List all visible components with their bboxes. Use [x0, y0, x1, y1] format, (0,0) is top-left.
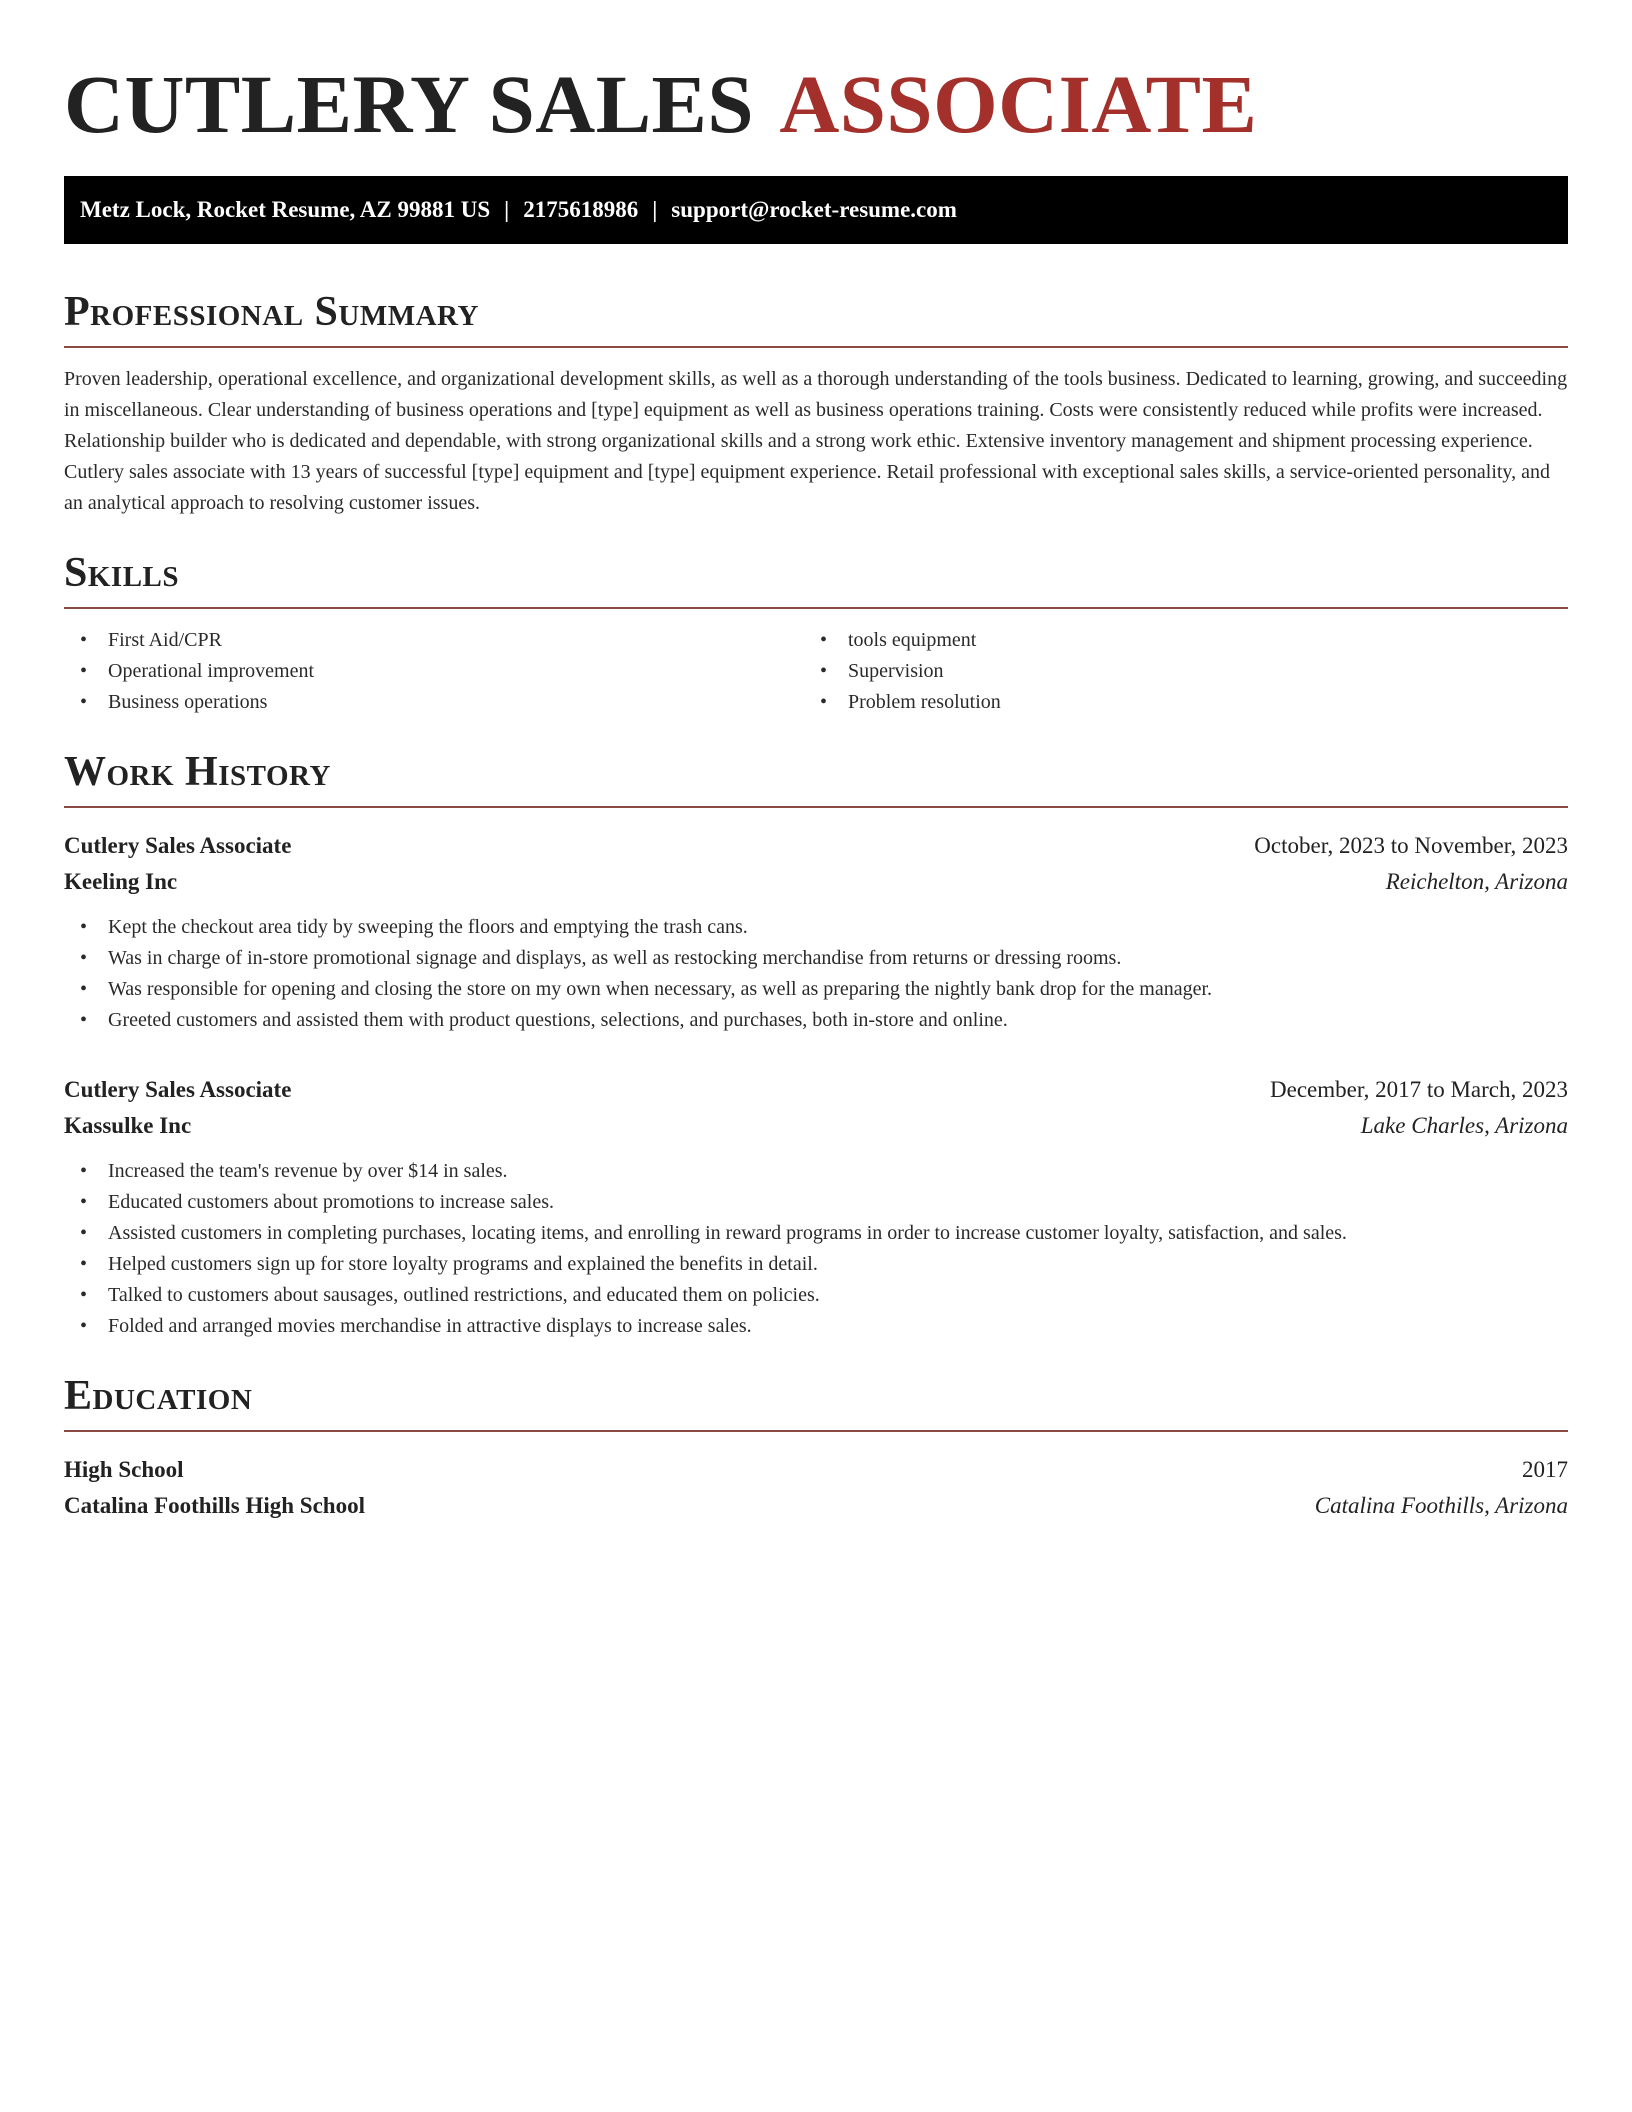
education-school: Catalina Foothills High School: [64, 1493, 365, 1518]
title-first-part: CUTLERY SALES: [64, 58, 755, 150]
job-bullet: [64, 1187, 1568, 1218]
skills-heading: Skills: [64, 550, 180, 596]
bullet-icon: •: [80, 947, 88, 969]
resume-title: [64, 0, 1568, 152]
skills-grid: [64, 625, 1568, 718]
bullet-icon: •: [80, 691, 88, 713]
skill-item: [64, 625, 804, 656]
contact-address: Metz Lock, Rocket Resume, AZ 99881 US: [80, 197, 491, 222]
job-title-row: [64, 828, 1568, 864]
summary-text: Proven leadership, operational excellence, and organizational development skills, as well as a thorough understanding of the tools business. Dedicated to learning, growing, and succeeding in miscellaneous. Clear understanding of business operations and [type] equipment as well as business operations training. Costs were consistently reduced while profits were increased. Relationship builder who is dedicated and dependable, with strong organizational skills and a strong work ethic. Extensive inventory management and shipment processing experience. Cutlery sales associate with 13 years of successful [type] equipment and [type] equipment experience. Retail professional with exceptional sales skills, a service-oriented personality, and an analytical approach to resolving customer issues.: [64, 368, 1568, 514]
job-company: Keeling Inc: [64, 869, 178, 894]
education-school-row: [64, 1488, 1568, 1524]
job-bullet-text: Educated customers about promotions to increase sales.: [108, 1191, 554, 1213]
education-year: 2017: [1522, 1457, 1568, 1482]
job-dates: October, 2023 to November, 2023: [1254, 833, 1568, 858]
job-bullet: [64, 1280, 1568, 1311]
job-title-row: [64, 1072, 1568, 1108]
job-bullets: [64, 1156, 1568, 1342]
education-location: Catalina Foothills, Arizona: [1314, 1493, 1568, 1518]
skill-item: [64, 687, 804, 718]
job-title: Cutlery Sales Associate: [64, 1077, 292, 1102]
job-company-row: [64, 1108, 1568, 1144]
bullet-icon: •: [80, 1160, 88, 1182]
skill-label: Problem resolution: [848, 691, 1001, 713]
job-bullet-text: Talked to customers about sausages, outlined restrictions, and educated them on policies.: [108, 1284, 820, 1306]
skills-column-left: [64, 625, 804, 718]
section-divider: [64, 346, 1568, 348]
skill-label: Operational improvement: [108, 660, 315, 682]
summary-heading: Professional Summary: [64, 289, 479, 335]
skill-item: [804, 625, 1544, 656]
title-accent-part: ASSOCIATE: [779, 58, 1258, 150]
bullet-icon: •: [80, 1253, 88, 1275]
job-bullet-text: Increased the team's revenue by over $14 in sales.: [108, 1160, 508, 1182]
contact-separator: |: [652, 197, 658, 222]
job-bullet-text: Kept the checkout area tidy by sweeping the floors and emptying the trash cans.: [108, 916, 748, 938]
bullet-icon: •: [820, 629, 828, 651]
contact-phone: 2175618986: [523, 197, 639, 222]
education-entry: [64, 1452, 1568, 1524]
job-bullet: [64, 974, 1568, 1005]
contact-email: support@rocket-resume.com: [671, 197, 957, 222]
skill-item: [804, 656, 1544, 687]
bullet-icon: •: [80, 629, 88, 651]
bullet-icon: •: [820, 691, 828, 713]
job-bullet: [64, 1311, 1568, 1342]
job-bullet-text: Helped customers sign up for store loyalty programs and explained the benefits in detail.: [108, 1253, 818, 1275]
job-bullet: [64, 1218, 1568, 1249]
job-bullet: [64, 943, 1568, 974]
bullet-icon: •: [80, 1222, 88, 1244]
education-heading: Education: [64, 1373, 253, 1419]
skill-label: Supervision: [848, 660, 944, 682]
job-company: Kassulke Inc: [64, 1113, 192, 1138]
job-bullet: [64, 1005, 1568, 1036]
job-bullets: [64, 912, 1568, 1036]
education-degree: High School: [64, 1457, 184, 1482]
summary-section: [64, 286, 1568, 519]
job-bullet: [64, 912, 1568, 943]
job-bullet: [64, 1249, 1568, 1280]
skill-item: [804, 687, 1544, 718]
skill-label: tools equipment: [848, 629, 977, 651]
education-degree-row: [64, 1452, 1568, 1488]
bullet-icon: •: [80, 1315, 88, 1337]
job-location: Lake Charles, Arizona: [1360, 1113, 1568, 1138]
bullet-icon: •: [80, 1284, 88, 1306]
job-entry: [64, 1072, 1568, 1342]
section-divider: [64, 1430, 1568, 1432]
job-title: Cutlery Sales Associate: [64, 833, 292, 858]
bullet-icon: •: [80, 978, 88, 1000]
skills-section: [64, 547, 1568, 718]
job-company-row: [64, 864, 1568, 900]
job-location: Reichelton, Arizona: [1385, 869, 1568, 894]
skill-item: [64, 656, 804, 687]
skill-label: Business operations: [108, 691, 268, 713]
contact-separator: |: [504, 197, 510, 222]
contact-bar: [64, 176, 1568, 244]
bullet-icon: •: [80, 1009, 88, 1031]
job-bullet-text: Was responsible for opening and closing the store on my own when necessary, as well as preparing the nightly bank drop for the manager.: [108, 978, 1213, 1000]
bullet-icon: •: [820, 660, 828, 682]
job-bullet-text: Assisted customers in completing purchases, locating items, and enrolling in reward programs in order to increase customer loyalty, satisfaction, and sales.: [108, 1222, 1347, 1244]
education-section: [64, 1370, 1568, 1524]
job-dates: December, 2017 to March, 2023: [1270, 1077, 1568, 1102]
job-bullet: [64, 1156, 1568, 1187]
section-divider: [64, 806, 1568, 808]
skill-label: First Aid/CPR: [108, 629, 222, 651]
bullet-icon: •: [80, 660, 88, 682]
job-bullet-text: Folded and arranged movies merchandise in attractive displays to increase sales.: [108, 1315, 752, 1337]
bullet-icon: •: [80, 916, 88, 938]
job-entry: [64, 828, 1568, 1036]
section-divider: [64, 607, 1568, 609]
job-bullet-text: Was in charge of in-store promotional signage and displays, as well as restocking merchandise from returns or dressing rooms.: [108, 947, 1122, 969]
job-bullet-text: Greeted customers and assisted them with product questions, selections, and purchases, both in-store and online.: [108, 1009, 1008, 1031]
skills-column-right: [804, 625, 1544, 718]
work-history-section: [64, 746, 1568, 1342]
work-history-heading: Work History: [64, 749, 331, 795]
bullet-icon: •: [80, 1191, 88, 1213]
